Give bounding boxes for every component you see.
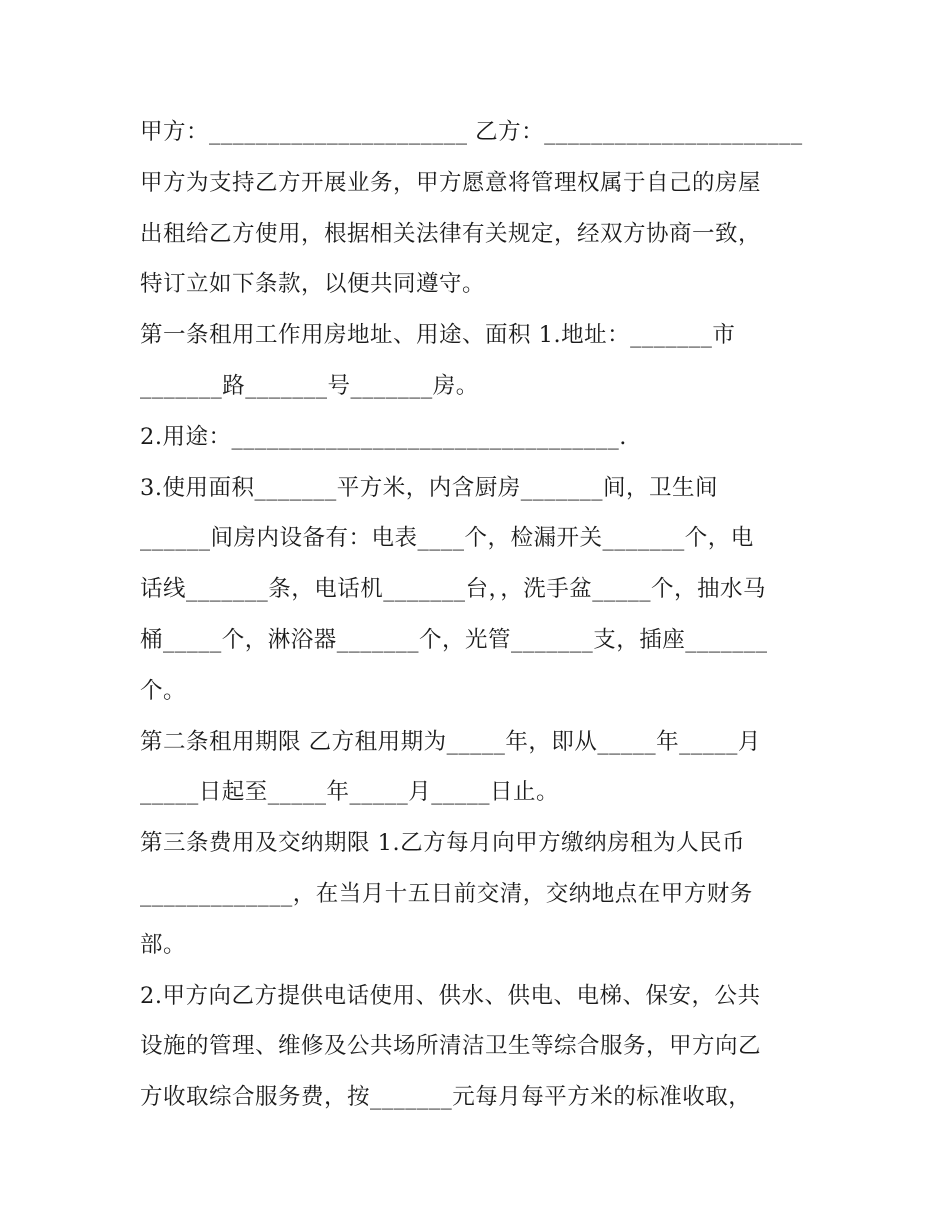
paragraph-line: 设施的管理、维修及公共场所清洁卫生等综合服务，甲方向乙 [140,1033,762,1060]
paragraph-line: 话线_______条，电话机_______台，，洗手盆_____个，抽水马 [140,576,767,603]
article-2-heading: 第二条租用期限 乙方租用期为_____年，即从_____年_____月 [140,728,761,755]
paragraph-line: 出租给乙方使用，根据相关法律有关规定，经双方协商一致， [140,220,762,247]
paragraph-line: 桶_____个，淋浴器_______个，光管_______支，插座_______ [140,626,768,653]
contract-body [140,107,820,1123]
paragraph-line: 部。 [140,931,187,958]
paragraph-line: 甲方为支持乙方开展业务，甲方愿意将管理权属于自己的房屋 [140,169,762,196]
paragraph-line: ______间房内设备有：电表____个，检漏开关_______个，电 [140,525,754,552]
article-1-heading: 第一条租用工作用房地址、用途、面积 1.地址：_______市 [140,322,736,349]
paragraph-line: _____日起至_____年_____月_____日止。 [140,779,560,806]
paragraph-line: 个。 [140,677,187,704]
paragraph-line: 方收取综合服务费，按_______元每月每平方米的标准收取， [140,1084,752,1111]
party-line: 甲方：______________________ 乙方：______________________ [140,119,803,145]
paragraph-line: 3.使用面积_______平方米，内含厨房_______间，卫生间 [140,474,718,501]
paragraph-line: 特订立如下条款，以便共同遵守。 [140,271,486,298]
paragraph-line: 2.用途：_________________________________. [140,423,627,450]
article-3-heading: 第三条费用及交纳期限 1.乙方每月向甲方缴纳房租为人民币 [140,830,746,857]
paragraph-line: _______路_______号_______房。 [140,372,479,399]
paragraph-line: _____________，在当月十五日前交清，交纳地点在甲方财务 [140,880,753,907]
paragraph-line: 2.甲方向乙方提供电话使用、供水、供电、电梯、保安，公共 [140,982,761,1009]
